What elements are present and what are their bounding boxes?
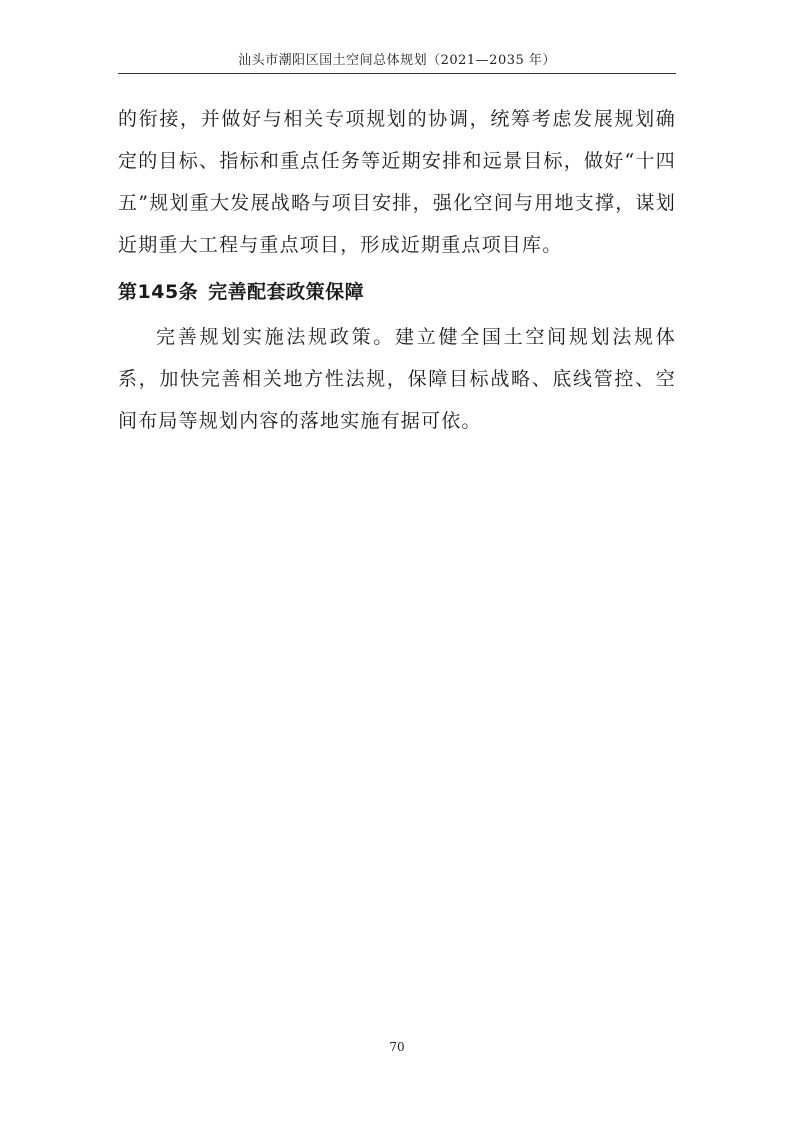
paragraph: 完善规划实施法规政策。建立健全国土空间规划法规体系，加快完善相关地方性法规，保障目标战略、底线管控、空间布局等规划内容的落地实施有据可依。 — [118, 326, 676, 432]
body-text — [118, 98, 676, 442]
page-number: 70 — [389, 1040, 405, 1054]
header-divider — [118, 73, 676, 74]
article-title: 完善配套政策保障 — [208, 281, 365, 303]
paragraph-continuation: 的衔接，并做好与相关专项规划的协调，统筹考虑发展规划确定的目标、指标和重点任务等近期安排和远景目标，做好“十四五”规划重大发展战略与项目安排，强化空间与用地支撑，谋划近期重大工程与重点项目，形成近期重点项目库。 — [118, 108, 676, 256]
article-number: 第145条 — [118, 281, 199, 303]
article-heading — [118, 272, 676, 312]
running-header: 汕头市潮阳区国土空间总体规划（2021—2035 年） — [238, 53, 556, 68]
